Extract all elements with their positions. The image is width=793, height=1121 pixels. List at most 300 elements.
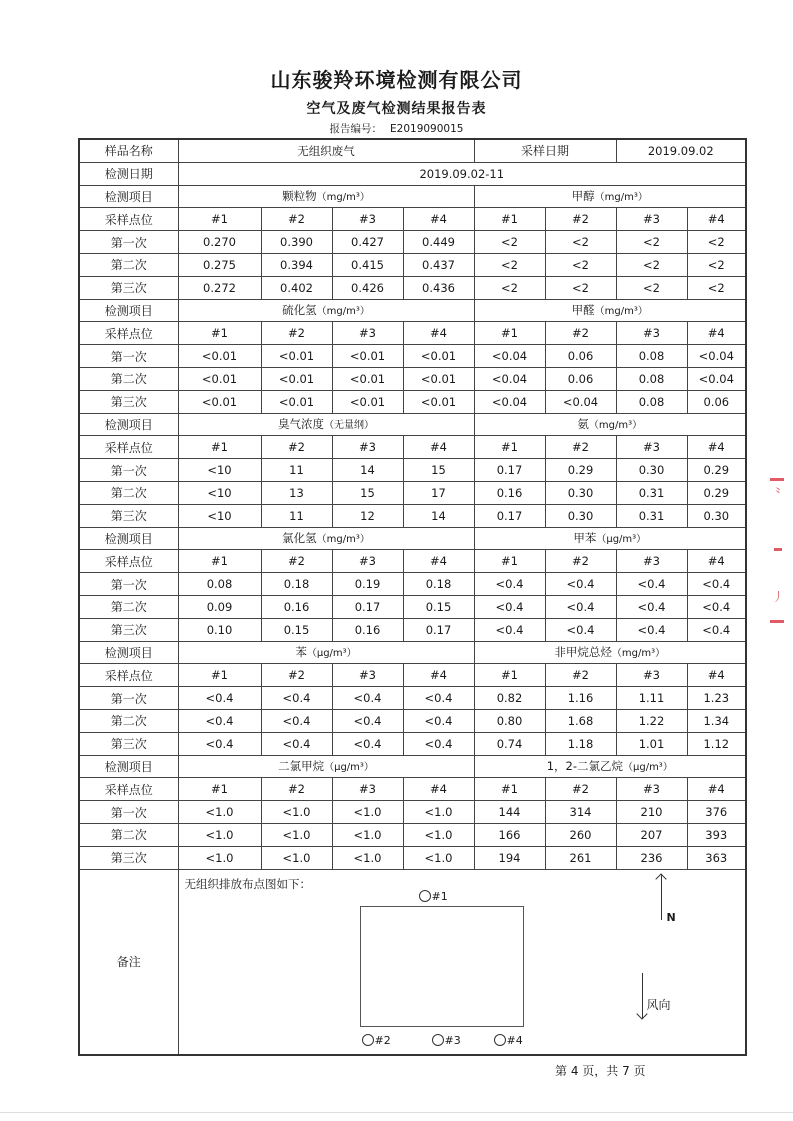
analyte-name: 氨: [577, 417, 589, 432]
measurement-value: 15: [403, 459, 474, 482]
measurement-value: <1.0: [332, 801, 403, 824]
analyte-name: 甲醇: [571, 189, 595, 204]
point-label: #3: [444, 1033, 461, 1047]
measurement-value: <0.01: [178, 367, 261, 390]
analyte-unit: （mg/m³）: [316, 192, 370, 204]
analyte-unit: （mg/m³）: [316, 534, 370, 546]
measurement-value: 0.30: [545, 481, 616, 504]
measurement-value: 0.17: [332, 595, 403, 618]
measurement-value: 0.08: [616, 390, 687, 413]
circle-icon: [362, 1034, 374, 1046]
test-item-name: [178, 755, 474, 778]
test-item-name: [178, 299, 474, 322]
measurement-value: <1.0: [178, 823, 261, 846]
measurement-value: 0.31: [616, 481, 687, 504]
analyte-name: 臭气浓度: [278, 417, 324, 432]
measurement-value: <0.4: [332, 709, 403, 732]
point-label: #4: [506, 1033, 523, 1047]
measurement-value: <0.01: [332, 367, 403, 390]
sampling-point-header: #2: [261, 550, 332, 573]
point-label: #2: [374, 1033, 391, 1047]
analyte-name: 甲醛: [571, 303, 595, 318]
measurement-value: 0.16: [261, 595, 332, 618]
sampling-point-header: #4: [403, 664, 474, 687]
run-label: 第二次: [79, 367, 178, 390]
measurement-value: 0.390: [261, 231, 332, 254]
measurement-value: 1.01: [616, 732, 687, 755]
measurement-value: <2: [474, 253, 545, 276]
measurement-value: 11: [261, 504, 332, 527]
measurement-value: <2: [687, 276, 746, 299]
measurement-value: 314: [545, 801, 616, 824]
measurement-value: <0.4: [261, 732, 332, 755]
remarks-row: [79, 869, 746, 1055]
sampling-point-header: #1: [474, 550, 545, 573]
test-date-value: 2019.09.02-11: [178, 162, 746, 185]
report-title: 空气及废气检测结果报告表: [306, 101, 487, 117]
run-label: 第二次: [79, 481, 178, 504]
circle-icon: [494, 1034, 506, 1046]
analyte-unit: （μg/m³）: [324, 762, 374, 774]
test-item-row: [79, 641, 746, 664]
measurement-value: <10: [178, 504, 261, 527]
measurement-value: 1.34: [687, 709, 746, 732]
measurement-value: 0.16: [474, 481, 545, 504]
measurement-value: <2: [545, 231, 616, 254]
report-number-label: 报告编号：: [329, 123, 383, 135]
measurement-value: 144: [474, 801, 545, 824]
measurement-value: 1.68: [545, 709, 616, 732]
measurement-row: [79, 345, 746, 368]
sampling-point-header: #4: [687, 778, 746, 801]
measurement-value: 0.06: [545, 367, 616, 390]
measurement-value: <0.4: [687, 595, 746, 618]
measurement-row: [79, 595, 746, 618]
sampling-date-value: 2019.09.02: [616, 139, 746, 162]
run-label: 第一次: [79, 345, 178, 368]
measurement-value: <0.4: [474, 595, 545, 618]
layout-diagram: [179, 870, 746, 1054]
measurement-value: <0.01: [403, 345, 474, 368]
measurement-value: <0.01: [261, 367, 332, 390]
analyte-name: 1，2-二氯乙烷: [546, 759, 623, 774]
measurement-value: <0.4: [545, 595, 616, 618]
sampling-point-header: #2: [545, 778, 616, 801]
sampling-point-header: #2: [545, 322, 616, 345]
measurement-value: 194: [474, 846, 545, 869]
measurement-value: <0.01: [332, 390, 403, 413]
measurement-value: <1.0: [178, 801, 261, 824]
measurement-row: [79, 390, 746, 413]
test-item-row: [79, 413, 746, 436]
measurement-value: 0.19: [332, 573, 403, 596]
test-item-label: 检测项目: [79, 299, 178, 322]
analyte-name: 氯化氢: [282, 531, 317, 546]
wind-direction-label: 风向: [646, 997, 671, 1012]
measurement-value: <1.0: [261, 801, 332, 824]
sampling-point-header: #3: [332, 664, 403, 687]
sample-name-value: 无组织废气: [178, 139, 474, 162]
sampling-point-marker: [419, 890, 448, 903]
wind-direction-arrow-icon: [642, 973, 643, 1019]
analyte-unit: （mg/m³）: [611, 648, 666, 660]
measurement-value: 0.17: [474, 504, 545, 527]
remarks-label: 备注: [79, 869, 178, 1055]
analyte-unit: （μg/m³）: [596, 534, 647, 546]
measurement-value: <0.04: [687, 345, 746, 368]
sampling-point-header: #2: [545, 208, 616, 231]
measurement-value: 0.10: [178, 618, 261, 641]
measurement-value: 376: [687, 801, 746, 824]
measurement-value: 0.15: [403, 595, 474, 618]
test-item-name: [178, 185, 474, 208]
measurement-row: [79, 504, 746, 527]
sampling-point-header: #4: [687, 664, 746, 687]
sampling-point-header: #3: [616, 778, 687, 801]
test-item-name: [178, 527, 474, 550]
sampling-point-header: #4: [403, 322, 474, 345]
test-item-label: 检测项目: [79, 641, 178, 664]
point-label: #1: [431, 889, 448, 903]
run-label: 第二次: [79, 823, 178, 846]
measurement-value: <2: [687, 231, 746, 254]
sampling-point-header: #3: [616, 550, 687, 573]
run-label: 第一次: [79, 573, 178, 596]
sampling-point-header: #1: [178, 322, 261, 345]
sampling-point-header: #4: [403, 550, 474, 573]
measurement-value: <0.4: [403, 687, 474, 710]
measurement-value: <0.4: [403, 732, 474, 755]
measurement-value: <0.4: [403, 709, 474, 732]
measurement-value: <0.01: [261, 345, 332, 368]
sampling-point-marker: [362, 1034, 391, 1047]
measurement-value: 14: [332, 459, 403, 482]
sampling-point-header: #3: [616, 322, 687, 345]
measurement-value: <0.4: [545, 573, 616, 596]
analyte-name: 非甲烷总烃: [554, 645, 612, 660]
measurement-value: 0.272: [178, 276, 261, 299]
measurement-value: 0.426: [332, 276, 403, 299]
sampling-point-header: #4: [687, 550, 746, 573]
measurement-value: 260: [545, 823, 616, 846]
measurement-value: 0.16: [332, 618, 403, 641]
sampling-point-header: #1: [474, 322, 545, 345]
analyte-unit: （μg/m³）: [306, 648, 357, 660]
company-name: 山东骏羚环境检测有限公司: [270, 68, 523, 92]
sampling-point-header: #2: [261, 664, 332, 687]
measurement-row: [79, 481, 746, 504]
north-label: N: [666, 910, 676, 924]
run-label: 第三次: [79, 846, 178, 869]
measurement-row: [79, 276, 746, 299]
measurement-value: <1.0: [403, 823, 474, 846]
measurement-value: <2: [474, 276, 545, 299]
sampling-point-header: #4: [403, 436, 474, 459]
test-item-name: [474, 527, 746, 550]
measurement-value: <0.01: [178, 345, 261, 368]
run-label: 第一次: [79, 687, 178, 710]
run-label: 第三次: [79, 504, 178, 527]
test-item-name: [178, 413, 474, 436]
analyte-unit: （mg/m³）: [594, 192, 648, 204]
measurement-value: <1.0: [403, 801, 474, 824]
sampling-point-marker: [432, 1034, 461, 1047]
measurement-row: [79, 732, 746, 755]
report-number: [0, 121, 793, 136]
analyte-name: 苯: [295, 645, 307, 660]
measurement-value: 0.436: [403, 276, 474, 299]
sampling-point-row: [79, 322, 746, 345]
measurement-value: 11: [261, 459, 332, 482]
sampling-point-header: #4: [403, 208, 474, 231]
measurement-value: <1.0: [178, 846, 261, 869]
measurement-value: 0.30: [545, 504, 616, 527]
measurement-value: 0.427: [332, 231, 403, 254]
analyte-name: 颗粒物: [282, 189, 317, 204]
measurement-value: 393: [687, 823, 746, 846]
sampling-point-header: #1: [178, 436, 261, 459]
sampling-point-header: #2: [545, 550, 616, 573]
measurement-value: 0.437: [403, 253, 474, 276]
measurement-value: 1.12: [687, 732, 746, 755]
test-item-row: [79, 299, 746, 322]
sampling-point-label: 采样点位: [79, 208, 178, 231]
measurement-value: <0.04: [474, 367, 545, 390]
measurement-value: 14: [403, 504, 474, 527]
sampling-point-header: #4: [687, 436, 746, 459]
sampling-point-header: #3: [332, 550, 403, 573]
measurement-value: <1.0: [261, 823, 332, 846]
sampling-point-header: #3: [332, 436, 403, 459]
sampling-point-header: #2: [261, 778, 332, 801]
measurement-value: <2: [545, 276, 616, 299]
sample-name-row: [79, 139, 746, 162]
measurement-value: 0.08: [616, 345, 687, 368]
measurement-value: 0.15: [261, 618, 332, 641]
measurement-value: 0.18: [261, 573, 332, 596]
measurement-row: [79, 573, 746, 596]
run-label: 第一次: [79, 801, 178, 824]
measurement-value: <0.04: [474, 345, 545, 368]
sampling-point-row: [79, 778, 746, 801]
test-item-name: [178, 641, 474, 664]
test-item-name: [474, 413, 746, 436]
diagram-intro: 无组织排放布点图如下：: [184, 876, 311, 891]
sampling-point-header: #3: [332, 322, 403, 345]
test-item-label: 检测项目: [79, 413, 178, 436]
measurement-value: <10: [178, 459, 261, 482]
measurement-row: [79, 687, 746, 710]
test-item-label: 检测项目: [79, 755, 178, 778]
analyte-unit: （mg/m³）: [316, 306, 370, 318]
measurement-value: <0.4: [616, 573, 687, 596]
measurement-value: 0.275: [178, 253, 261, 276]
measurement-value: 1.22: [616, 709, 687, 732]
red-seal-stamp-edge: ⺀ 丿: [770, 470, 784, 630]
measurement-value: <2: [616, 276, 687, 299]
measurement-value: 0.29: [687, 459, 746, 482]
sampling-point-row: [79, 550, 746, 573]
sampling-point-header: #1: [474, 778, 545, 801]
analyte-unit: （mg/m³）: [594, 306, 648, 318]
sampling-point-header: #3: [332, 208, 403, 231]
measurement-value: <1.0: [332, 823, 403, 846]
north-arrow-icon: [661, 874, 662, 920]
test-item-label: 检测项目: [79, 185, 178, 208]
measurement-value: <0.04: [545, 390, 616, 413]
test-item-name: [474, 641, 746, 664]
test-item-name: [474, 299, 746, 322]
measurement-value: <0.4: [261, 687, 332, 710]
measurement-value: <0.01: [403, 390, 474, 413]
measurement-value: 0.30: [687, 504, 746, 527]
measurement-value: <0.4: [687, 618, 746, 641]
sampling-point-header: #2: [261, 208, 332, 231]
measurement-value: 363: [687, 846, 746, 869]
sampling-point-header: #3: [616, 436, 687, 459]
sampling-point-header: #1: [178, 550, 261, 573]
measurement-row: [79, 618, 746, 641]
measurement-value: 207: [616, 823, 687, 846]
run-label: 第二次: [79, 595, 178, 618]
measurement-value: <0.4: [474, 573, 545, 596]
sampling-point-row: [79, 436, 746, 459]
measurement-value: <0.4: [178, 732, 261, 755]
measurement-value: <0.4: [474, 618, 545, 641]
run-label: 第三次: [79, 732, 178, 755]
test-date-row: [79, 162, 746, 185]
run-label: 第二次: [79, 709, 178, 732]
measurement-value: <0.01: [403, 367, 474, 390]
measurement-value: <10: [178, 481, 261, 504]
sampling-point-label: 采样点位: [79, 550, 178, 573]
sampling-point-label: 采样点位: [79, 436, 178, 459]
run-label: 第三次: [79, 618, 178, 641]
analyte-name: 甲苯: [573, 531, 597, 546]
measurement-value: 13: [261, 481, 332, 504]
measurement-value: 0.29: [545, 459, 616, 482]
sampling-point-label: 采样点位: [79, 664, 178, 687]
measurement-value: 0.06: [687, 390, 746, 413]
measurement-value: 0.17: [403, 618, 474, 641]
sampling-point-header: #4: [687, 208, 746, 231]
sampling-point-header: #3: [616, 664, 687, 687]
measurement-value: 15: [332, 481, 403, 504]
measurement-value: <0.4: [261, 709, 332, 732]
measurement-value: <0.04: [474, 390, 545, 413]
measurement-value: <1.0: [261, 846, 332, 869]
sampling-point-label: 采样点位: [79, 778, 178, 801]
run-label: 第二次: [79, 253, 178, 276]
measurement-value: 0.31: [616, 504, 687, 527]
measurement-row: [79, 846, 746, 869]
sampling-point-header: #1: [178, 664, 261, 687]
measurement-value: 0.415: [332, 253, 403, 276]
measurement-value: <2: [687, 253, 746, 276]
test-item-name: [474, 185, 746, 208]
measurement-value: 0.402: [261, 276, 332, 299]
sampling-point-row: [79, 664, 746, 687]
measurement-value: <0.4: [178, 709, 261, 732]
measurement-value: <0.4: [178, 687, 261, 710]
measurement-value: 1.11: [616, 687, 687, 710]
measurement-value: <2: [616, 253, 687, 276]
measurement-value: 0.449: [403, 231, 474, 254]
run-label: 第三次: [79, 276, 178, 299]
run-label: 第一次: [79, 231, 178, 254]
sampling-point-header: #2: [261, 436, 332, 459]
sampling-point-header: #2: [545, 436, 616, 459]
sampling-point-header: #4: [403, 778, 474, 801]
measurement-value: 210: [616, 801, 687, 824]
measurement-value: <0.01: [261, 390, 332, 413]
measurement-value: 166: [474, 823, 545, 846]
measurement-value: <2: [616, 231, 687, 254]
remarks-content: [178, 869, 746, 1055]
measurement-value: 0.18: [403, 573, 474, 596]
measurement-value: 0.08: [616, 367, 687, 390]
sampling-point-header: #3: [616, 208, 687, 231]
measurement-row: [79, 801, 746, 824]
measurement-value: 236: [616, 846, 687, 869]
measurement-value: <2: [474, 231, 545, 254]
sampling-point-header: #2: [261, 322, 332, 345]
test-item-row: [79, 185, 746, 208]
measurement-value: 0.394: [261, 253, 332, 276]
page-number: 第 4 页，共 7 页: [555, 1064, 646, 1078]
sample-name-label: 样品名称: [79, 139, 178, 162]
sampling-date-label: 采样日期: [474, 139, 616, 162]
sampling-point-header: #1: [178, 208, 261, 231]
results-table: [78, 138, 747, 1056]
measurement-value: <0.01: [332, 345, 403, 368]
measurement-value: 0.30: [616, 459, 687, 482]
circle-icon: [432, 1034, 444, 1046]
run-label: 第三次: [79, 390, 178, 413]
measurement-row: [79, 459, 746, 482]
measurement-value: 0.29: [687, 481, 746, 504]
measurement-value: 0.270: [178, 231, 261, 254]
measurement-value: 0.06: [545, 345, 616, 368]
measurement-value: <0.01: [178, 390, 261, 413]
analyte-name: 二氯甲烷: [278, 759, 325, 774]
measurement-row: [79, 367, 746, 390]
measurement-value: <1.0: [403, 846, 474, 869]
sampling-point-header: #4: [687, 322, 746, 345]
measurement-row: [79, 823, 746, 846]
measurement-value: 0.74: [474, 732, 545, 755]
measurement-value: 0.82: [474, 687, 545, 710]
measurement-value: 17: [403, 481, 474, 504]
measurement-row: [79, 253, 746, 276]
sampling-point-header: #3: [332, 778, 403, 801]
circle-icon: [419, 890, 431, 902]
report-number-value: E2019090015: [390, 123, 464, 135]
run-label: 第一次: [79, 459, 178, 482]
analyte-unit: （无量纲）: [324, 420, 374, 432]
sampling-point-label: 采样点位: [79, 322, 178, 345]
sampling-point-row: [79, 208, 746, 231]
measurement-value: 0.08: [178, 573, 261, 596]
measurement-value: 1.16: [545, 687, 616, 710]
analyte-unit: （μg/m³）: [622, 762, 673, 774]
measurement-value: 0.80: [474, 709, 545, 732]
sampling-point-header: #1: [474, 208, 545, 231]
analyte-unit: （mg/m³）: [588, 420, 643, 432]
measurement-value: <0.4: [332, 687, 403, 710]
measurement-value: <1.0: [332, 846, 403, 869]
measurement-value: <0.04: [687, 367, 746, 390]
